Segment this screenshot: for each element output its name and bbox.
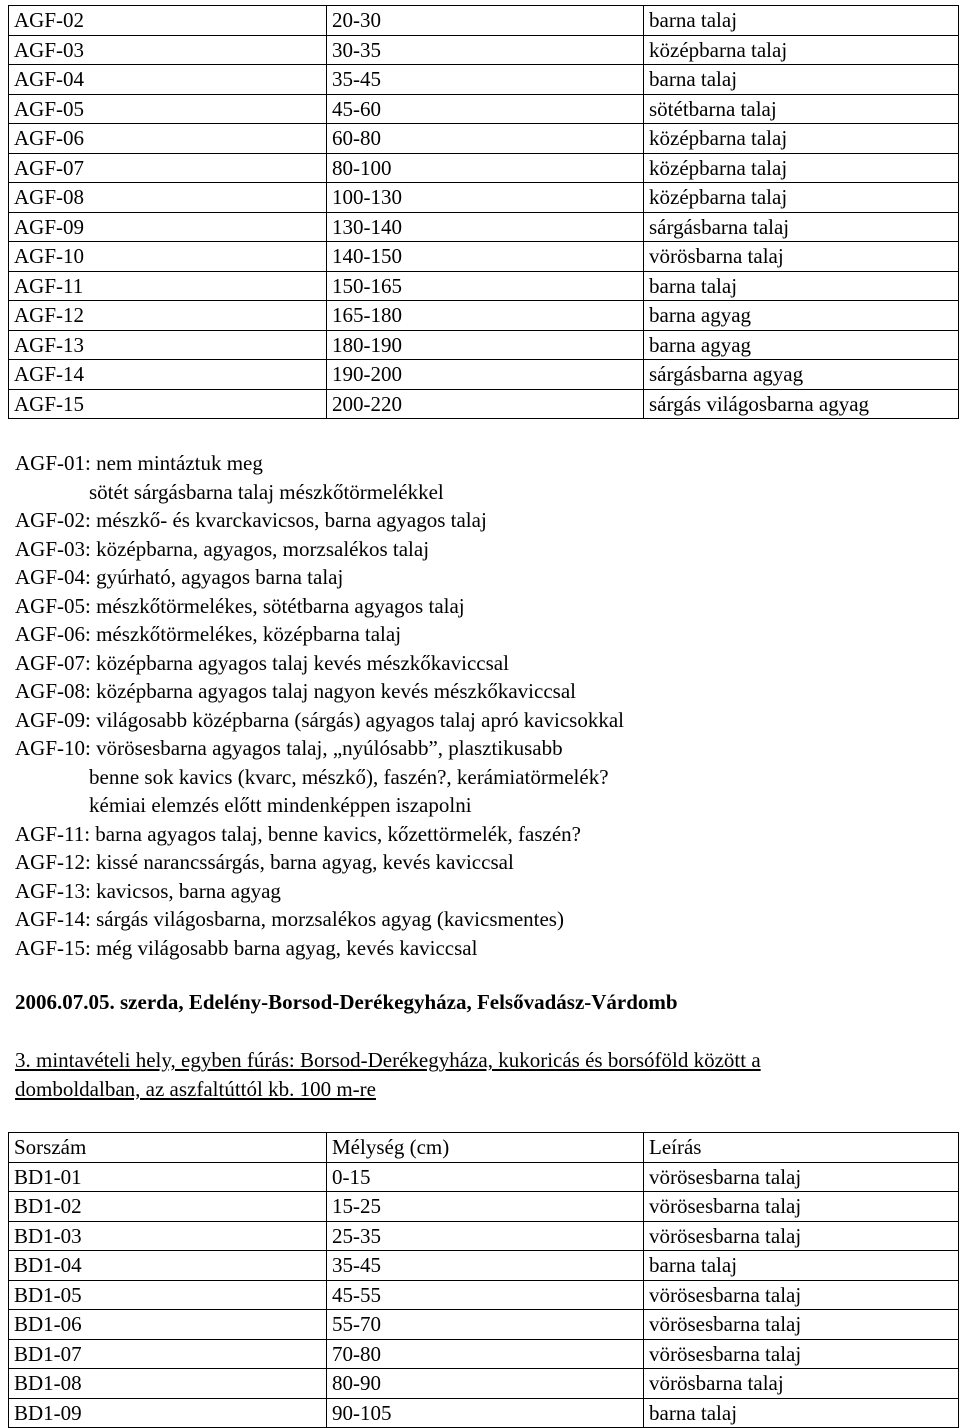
sample-id-cell: AGF-03	[9, 35, 327, 65]
sample-id-cell: BD1-01	[9, 1162, 327, 1192]
table-row	[9, 1221, 959, 1251]
depth-cell: 80-100	[327, 153, 644, 183]
depth-cell: 80-90	[327, 1369, 644, 1399]
sample-id-cell: BD1-07	[9, 1339, 327, 1369]
note-line: AGF-11: barna agyagos talaj, benne kavics, kőzettörmelék, faszén?	[15, 821, 582, 846]
site-line: domboldalban, az aszfaltúttól kb. 100 m-re	[15, 1076, 376, 1101]
description-cell: barna talaj	[644, 65, 959, 95]
sample-id-cell: AGF-08	[9, 183, 327, 213]
description-cell: középbarna talaj	[644, 35, 959, 65]
depth-cell: 0-15	[327, 1162, 644, 1192]
description-cell: sárgásbarna talaj	[644, 212, 959, 242]
sample-notes	[15, 449, 955, 962]
sample-id-cell: AGF-14	[9, 360, 327, 390]
sample-table-agf	[8, 5, 959, 419]
description-cell: vörösbarna talaj	[644, 242, 959, 272]
sample-id-cell: BD1-06	[9, 1310, 327, 1340]
sample-id-cell: AGF-12	[9, 301, 327, 331]
depth-cell: 45-60	[327, 94, 644, 124]
description-cell: barna agyag	[644, 301, 959, 331]
depth-cell: 140-150	[327, 242, 644, 272]
table-row	[9, 271, 959, 301]
depth-cell: 200-220	[327, 389, 644, 419]
sample-id-cell: AGF-07	[9, 153, 327, 183]
description-cell: barna talaj	[644, 271, 959, 301]
sample-table-agf-body	[9, 6, 959, 419]
table-row	[9, 1369, 959, 1399]
sample-id-cell: BD1-08	[9, 1369, 327, 1399]
depth-cell: 150-165	[327, 271, 644, 301]
depth-cell: 90-105	[327, 1398, 644, 1428]
description-cell: vörösbarna talaj	[644, 1369, 959, 1399]
sample-id-cell: AGF-02	[9, 6, 327, 36]
description-cell: barna talaj	[644, 1251, 959, 1281]
depth-cell: 55-70	[327, 1310, 644, 1340]
sample-id-cell: BD1-09	[9, 1398, 327, 1428]
sampling-site-description	[15, 1046, 945, 1103]
description-cell: vörösesbarna talaj	[644, 1221, 959, 1251]
table-row	[9, 153, 959, 183]
note-line: kémiai elemzés előtt mindenképpen iszapolni	[89, 793, 472, 817]
depth-cell: 180-190	[327, 330, 644, 360]
table-row	[9, 389, 959, 419]
table-row	[9, 35, 959, 65]
sample-table-bd-header	[9, 1133, 959, 1163]
table-row	[9, 1339, 959, 1369]
column-header-depth: Mélység (cm)	[327, 1133, 644, 1163]
table-row	[9, 1310, 959, 1340]
description-cell: vörösesbarna talaj	[644, 1280, 959, 1310]
depth-cell: 30-35	[327, 35, 644, 65]
sample-id-cell: AGF-11	[9, 271, 327, 301]
site-line: 3. mintavételi hely, egyben fúrás: Borsod-Derékegyháza, kukoricás és borsóföld között a	[15, 1048, 761, 1072]
table-row	[9, 1162, 959, 1192]
sample-id-cell: BD1-03	[9, 1221, 327, 1251]
depth-cell: 165-180	[327, 301, 644, 331]
sample-id-cell: AGF-10	[9, 242, 327, 272]
description-cell: középbarna talaj	[644, 183, 959, 213]
sample-id-cell: AGF-13	[9, 330, 327, 360]
description-cell: vörösesbarna talaj	[644, 1339, 959, 1369]
note-line: AGF-03: középbarna, agyagos, morzsalékos talaj	[15, 536, 430, 561]
header-row	[9, 1133, 959, 1163]
note-line: AGF-10: vörösesbarna agyagos talaj, „nyúlósabb”, plasztikusabb	[15, 736, 563, 760]
depth-cell: 100-130	[327, 183, 644, 213]
section-heading: 2006.07.05. szerda, Edelény-Borsod-Derékegyháza, Felsővadász-Várdomb	[15, 990, 678, 1014]
sample-id-cell: AGF-15	[9, 389, 327, 419]
sample-id-cell: AGF-06	[9, 124, 327, 154]
note-line: AGF-07: középbarna agyagos talaj kevés mészkőkaviccsal	[15, 650, 509, 675]
note-line: sötét sárgásbarna talaj mészkőtörmelékkel	[89, 479, 444, 504]
description-cell: középbarna talaj	[644, 153, 959, 183]
note-line: benne sok kavics (kvarc, mészkő), faszén?, kerámiatörmelék?	[89, 764, 609, 789]
sample-table-bd	[8, 1132, 959, 1428]
note-line: AGF-08: középbarna agyagos talaj nagyon kevés mészkőkaviccsal	[15, 679, 576, 703]
depth-cell: 20-30	[327, 6, 644, 36]
sample-id-cell: AGF-05	[9, 94, 327, 124]
description-cell: barna talaj	[644, 6, 959, 36]
depth-cell: 70-80	[327, 1339, 644, 1369]
note-line: AGF-02: mészkő- és kvarckavicsos, barna agyagos talaj	[15, 508, 487, 532]
depth-cell: 190-200	[327, 360, 644, 390]
table-row	[9, 1251, 959, 1281]
depth-cell: 25-35	[327, 1221, 644, 1251]
table-row	[9, 330, 959, 360]
description-cell: vörösesbarna talaj	[644, 1310, 959, 1340]
depth-cell: 45-55	[327, 1280, 644, 1310]
depth-cell: 15-25	[327, 1192, 644, 1222]
note-line: AGF-06: mészkőtörmelékes, középbarna talaj	[15, 622, 402, 646]
note-line: AGF-13: kavicsos, barna agyag	[15, 878, 281, 903]
depth-cell: 35-45	[327, 1251, 644, 1281]
note-line: AGF-14: sárgás világosbarna, morzsalékos agyag (kavicsmentes)	[15, 907, 564, 931]
table-row	[9, 301, 959, 331]
description-cell: sötétbarna talaj	[644, 94, 959, 124]
sample-id-cell: AGF-04	[9, 65, 327, 95]
table-row	[9, 65, 959, 95]
sample-table-bd-body	[9, 1162, 959, 1428]
note-line: AGF-05: mészkőtörmelékes, sötétbarna agyagos talaj	[15, 593, 465, 618]
sample-id-cell: BD1-05	[9, 1280, 327, 1310]
note-line: AGF-09: világosabb középbarna (sárgás) agyagos talaj apró kavicsokkal	[15, 707, 625, 732]
description-cell: vörösesbarna talaj	[644, 1192, 959, 1222]
table-row	[9, 1192, 959, 1222]
column-header-description: Leírás	[644, 1133, 959, 1163]
description-cell: középbarna talaj	[644, 124, 959, 154]
sample-id-cell: BD1-02	[9, 1192, 327, 1222]
description-cell: barna agyag	[644, 330, 959, 360]
table-row	[9, 94, 959, 124]
description-cell: vörösesbarna talaj	[644, 1162, 959, 1192]
note-line: AGF-04: gyúrható, agyagos barna talaj	[15, 565, 344, 589]
table-row	[9, 212, 959, 242]
table-row	[9, 1280, 959, 1310]
table-row	[9, 360, 959, 390]
depth-cell: 35-45	[327, 65, 644, 95]
table-row	[9, 242, 959, 272]
note-line: AGF-01: nem mintáztuk meg	[15, 451, 263, 475]
sample-id-cell: AGF-09	[9, 212, 327, 242]
table-row	[9, 1398, 959, 1428]
sample-id-cell: BD1-04	[9, 1251, 327, 1281]
table-row	[9, 6, 959, 36]
description-cell: sárgásbarna agyag	[644, 360, 959, 390]
depth-cell: 60-80	[327, 124, 644, 154]
note-line: AGF-15: még világosabb barna agyag, kevés kaviccsal	[15, 935, 478, 960]
column-header-id: Sorszám	[9, 1133, 327, 1163]
note-line: AGF-12: kissé narancssárgás, barna agyag, kevés kaviccsal	[15, 850, 514, 874]
depth-cell: 130-140	[327, 212, 644, 242]
table-row	[9, 183, 959, 213]
table-row	[9, 124, 959, 154]
description-cell: barna talaj	[644, 1398, 959, 1428]
description-cell: sárgás világosbarna agyag	[644, 389, 959, 419]
